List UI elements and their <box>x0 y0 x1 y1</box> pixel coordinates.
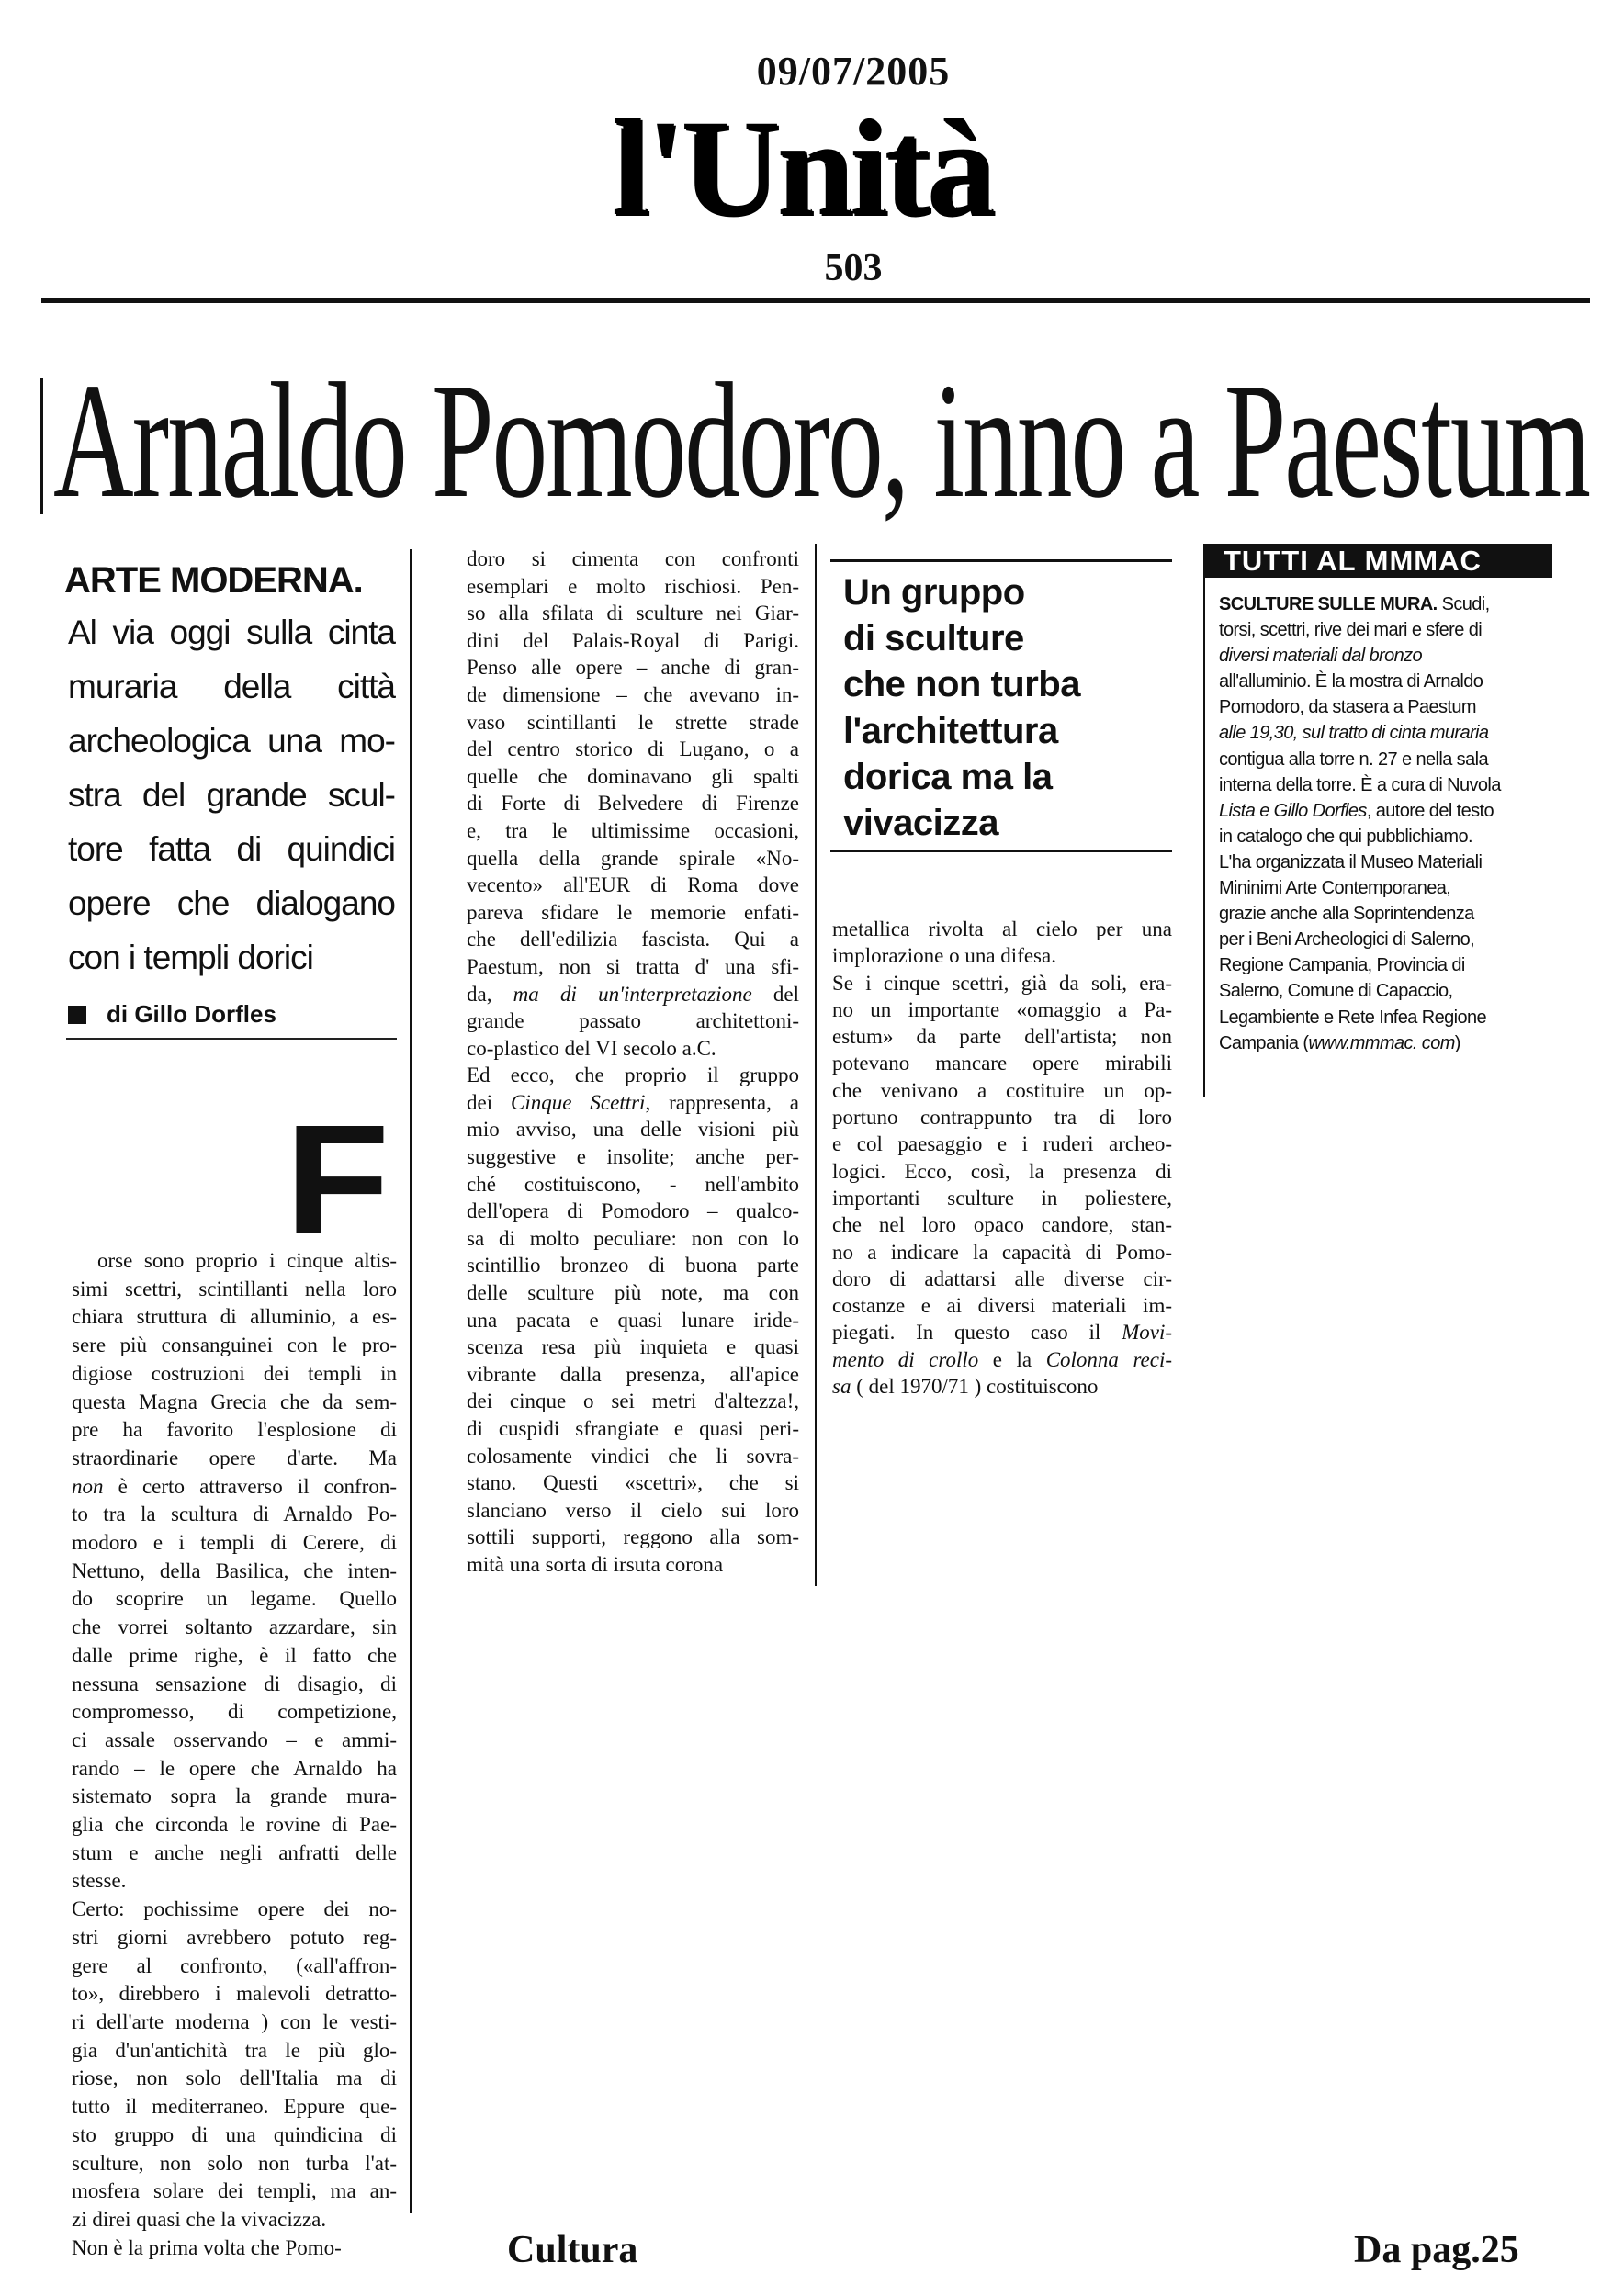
text-line: vaso scintillanti le strette strade <box>467 710 799 734</box>
text-line: riose, non solo dell'Italia ma di <box>72 2066 397 2090</box>
text-line: compromesso, di competizione, <box>72 1700 397 1724</box>
text-line: sa di molto peculiare: non con lo <box>467 1226 799 1250</box>
issue-date: 09/07/2005 <box>756 49 951 94</box>
text-line: quella della grande spirale «No- <box>467 846 799 870</box>
text-run: ( del 1970/71 ) costituiscono <box>851 1375 1099 1399</box>
text-line: vibrante dalla presenza, all'apice <box>467 1362 799 1386</box>
italic-run: mento di crollo <box>832 1347 979 1371</box>
text-line: muraria della città <box>68 668 395 705</box>
text-line: sottili supporti, reggono alla som- <box>467 1525 799 1549</box>
text-line: metallica rivolta al cielo per una <box>832 917 1172 940</box>
text-line: portuno contrappunto tra di loro <box>832 1106 1172 1130</box>
text-line: Non è la prima volta che Pomo- <box>72 2235 342 2259</box>
square-bullet-icon <box>68 1006 86 1024</box>
text-line: quelle che dominavano gli spalti <box>467 764 799 788</box>
text-line: Al via oggi sulla cinta <box>68 613 395 651</box>
text-line: Nettuno, della Basilica, che inten- <box>72 1559 397 1582</box>
text-run: e la <box>978 1347 1046 1371</box>
text-line: no un importante «omaggio a Pa- <box>832 997 1172 1021</box>
sidebar-title: TUTTI AL MMMAC <box>1203 544 1552 578</box>
text-line: dorica ma la <box>843 756 1053 797</box>
text-line: l'architettura <box>843 710 1058 751</box>
column-1-body <box>72 1247 397 2262</box>
pullquote-heading <box>843 569 1080 846</box>
text-line: mità una sorta di irsuta corona <box>467 1552 724 1576</box>
text-line: del centro storico di Lugano, o a <box>467 737 799 761</box>
text-run: Scudi, <box>1437 594 1490 614</box>
italic-run: diversi materiali dal bronzo <box>1219 646 1423 667</box>
text-line <box>832 1346 1172 1373</box>
byline-rule <box>66 1038 397 1040</box>
column-3-body <box>832 916 1172 1400</box>
headline-bar <box>40 378 43 514</box>
text-line: all'alluminio. È la mostra di Arnaldo <box>1219 671 1483 692</box>
text-line: in catalogo che qui pubblichiamo. <box>1219 826 1472 847</box>
text-run: ) <box>1454 1032 1460 1053</box>
deck <box>68 605 395 985</box>
text-line: chiara struttura di alluminio, a es- <box>72 1305 397 1329</box>
text-run: da, <box>467 982 513 1006</box>
byline <box>68 999 276 1029</box>
column-divider <box>815 544 817 1586</box>
text-line: Certo: pochissime opere dei no- <box>72 1897 397 1921</box>
text-line: ci assale osservando – e ammi- <box>72 1728 397 1751</box>
text-line: vivacizza <box>843 803 998 844</box>
text-line: logici. Ecco, così, la presenza di <box>832 1159 1172 1183</box>
text-line: con i templi dorici <box>68 939 313 976</box>
kicker: ARTE MODERNA. <box>64 560 363 601</box>
page-number: 503 <box>824 247 883 289</box>
text-line: dini del Palais-Royal di Parigi. <box>467 628 799 652</box>
text-line: mosfera solare dei templi, ma an- <box>72 2179 397 2203</box>
text-line: grande passato architettoni- <box>467 1009 799 1033</box>
text-line: Pomodoro, da stasera a Paestum <box>1219 697 1476 718</box>
text-line: di Forte di Belvedere di Firenze <box>467 792 799 816</box>
text-line: gia d'un'antichità tra le più glo- <box>72 2038 397 2062</box>
pullquote-bottom-rule <box>830 850 1172 852</box>
text-line: scenza resa più inquieta e quasi <box>467 1335 799 1359</box>
text-line: de dimensione – che avevano in- <box>467 682 799 706</box>
text-line: questa Magna Grecia che da sem- <box>72 1390 397 1413</box>
text-line: ché costituiscono, - nell'ambito <box>467 1172 799 1196</box>
text-line: colosamente vindici che li sovra- <box>467 1444 799 1468</box>
text-line: no a indicare la capacità di Pomo- <box>832 1240 1172 1264</box>
column-2-body <box>467 546 799 1579</box>
text-line: scintillio bronzeo di buona parte <box>467 1254 799 1277</box>
text-line: Regione Campania, Provincia di <box>1219 955 1465 976</box>
text-line: sculture, non solo non turba l'at- <box>72 2151 397 2175</box>
text-line: e, tra le ultimissime occasioni, <box>467 818 799 842</box>
italic-run: sa <box>832 1375 851 1399</box>
column-divider <box>410 549 412 2213</box>
italic-run: alle 19,30, sul tratto di cinta muraria <box>1219 723 1489 744</box>
sidebar-body <box>1219 591 1545 1056</box>
text-line: pareva sfidare le memorie enfati- <box>467 900 799 924</box>
text-line: di sculture <box>843 618 1024 659</box>
text-line: opere che dialogano <box>68 884 395 922</box>
text-line: rando – le opere che Arnaldo ha <box>72 1756 397 1780</box>
text-line: simi scettri, scintillanti nella loro <box>72 1277 397 1300</box>
text-line: so alla sfilata di sculture nei Giar- <box>467 602 799 625</box>
text-line: mio avviso, una delle visioni più <box>467 1118 799 1142</box>
text-line: stano. Questi «scettri», che si <box>467 1471 799 1495</box>
text-line: pre ha favorito l'esplosione di <box>72 1418 397 1442</box>
text-line: di cuspidi sfrangiate e quasi peri- <box>467 1417 799 1440</box>
text-run: è certo attraverso il confron- <box>103 1474 397 1498</box>
text-line: co-plastico del VI secolo a.C. <box>467 1036 716 1060</box>
text-line: interna della torre. È a cura di Nuvola <box>1219 774 1501 795</box>
italic-run: Lista e Gillo Dorfles <box>1219 800 1367 821</box>
text-line: dell'opera di Pomodoro – qualco- <box>467 1199 799 1223</box>
italic-run: ma di un'interpretazione <box>513 982 752 1006</box>
text-line: Se i cinque scettri, già da soli, era- <box>832 971 1172 995</box>
drop-cap: F <box>285 1093 390 1267</box>
text-line: delle sculture più note, ma con <box>467 1281 799 1305</box>
text-line: do scoprire un legame. Quello <box>72 1587 397 1611</box>
text-line: e col paesaggio e i ruderi archeo- <box>832 1132 1172 1156</box>
bold-run: SCULTURE SULLE MURA. <box>1219 594 1438 614</box>
pullquote-top-rule <box>830 559 1172 562</box>
text-run: , rappresenta, a <box>645 1090 799 1114</box>
text-line: Mininimi Arte Contemporanea, <box>1219 878 1451 899</box>
text-run: dei <box>467 1090 512 1114</box>
text-line: contigua alla torre n. 27 e nella sala <box>1219 748 1488 770</box>
text-line: grazie anche alla Soprintendenza <box>1219 904 1474 925</box>
text-line: doro di adattarsi alle diverse cir- <box>832 1266 1172 1290</box>
text-line <box>467 1089 799 1117</box>
text-line: doro si cimenta con confronti <box>467 547 799 570</box>
headline: Arnaldo Pomodoro, inno a Paestum <box>53 349 1589 532</box>
text-line: stesse. <box>72 1869 127 1893</box>
text-line: tutto il mediterraneo. Eppure que- <box>72 2095 397 2119</box>
text-line: stri giorni avrebbero potuto reg- <box>72 1925 397 1949</box>
masthead-rule <box>41 298 1590 303</box>
text-line: vecento» all'EUR di Roma dove <box>467 873 799 897</box>
text-line: Legambiente e Rete Infea Regione <box>1219 1007 1487 1028</box>
text-line: che dell'edilizia fascista. Qui a <box>467 928 799 951</box>
text-line: Salerno, Comune di Capaccio, <box>1219 981 1453 1002</box>
text-line <box>1219 798 1545 824</box>
text-line: esemplari e molto rischiosi. Pen- <box>467 574 799 598</box>
text-line: costanze e ai diversi materiali im- <box>832 1294 1172 1318</box>
text-line: tore fatta di quindici <box>68 830 395 868</box>
text-line: Ed ecco, che proprio il gruppo <box>467 1064 799 1087</box>
text-line: orse sono proprio i cinque altis- <box>97 1249 397 1272</box>
text-line: Penso alle opere – anche di gran- <box>467 656 799 680</box>
italic-run: Cinque Scettri <box>511 1090 646 1114</box>
text-line: sistemato sopra la grande mura- <box>72 1784 397 1808</box>
text-run: del <box>751 982 799 1006</box>
text-line <box>1219 591 1545 617</box>
text-line: che non turba <box>843 664 1080 705</box>
text-line: straordinarie opere d'arte. Ma <box>72 1446 397 1469</box>
text-line: Paestum, non si tratta d' una sfi- <box>467 954 799 978</box>
text-line: dalle prime righe, è il fatto che <box>72 1643 397 1667</box>
text-line: una pacata e quasi lunare iride- <box>467 1308 799 1332</box>
text-line: implorazione o una difesa. <box>832 944 1056 968</box>
italic-run: www.mmmac. com <box>1308 1032 1455 1053</box>
text-line: digiose costruzioni dei templi in <box>72 1361 397 1385</box>
text-line <box>467 981 799 1008</box>
text-run: , autore del testo <box>1366 800 1494 821</box>
text-line: modoro e i templi di Cerere, di <box>72 1531 397 1555</box>
text-line: Un gruppo <box>843 572 1025 613</box>
text-line <box>1219 720 1545 746</box>
text-line: gere al confronto, («all'affron- <box>72 1953 397 1977</box>
text-line <box>1219 1030 1545 1056</box>
italic-run: Movi- <box>1122 1321 1172 1345</box>
sidebar-border <box>1203 577 1205 1097</box>
text-run: Campania ( <box>1219 1032 1309 1053</box>
text-line: sere più consanguinei con le pro- <box>72 1334 397 1357</box>
section-label: Cultura <box>507 2229 638 2271</box>
text-line: slanciano verso il cielo sui loro <box>467 1498 799 1522</box>
text-line: per i Beni Archeologici di Salerno, <box>1219 929 1475 951</box>
text-line: nessuna sensazione di disagio, di <box>72 1671 397 1695</box>
text-line: dei cinque o sei metri d'altezza!, <box>467 1390 799 1413</box>
italic-run: Colonna reci- <box>1045 1347 1173 1371</box>
text-line: estum» da parte dell'artista; non <box>832 1025 1172 1049</box>
text-run: piegati. In questo caso il <box>832 1321 1122 1345</box>
text-line: torsi, scettri, rive dei mari e sfere di <box>1219 620 1483 641</box>
text-line <box>832 1373 1172 1400</box>
text-line: glia che circonda le rovine di Pae- <box>72 1813 397 1837</box>
text-line: che nel loro opaco candore, stan- <box>832 1213 1172 1237</box>
text-line: che vorrei soltanto azzardare, sin <box>72 1615 397 1639</box>
continued-from: Da pag.25 <box>1354 2229 1519 2271</box>
text-line: ri dell'arte moderna ) con le vesti- <box>72 2009 397 2033</box>
byline-text: di Gillo Dorfles <box>107 1000 276 1028</box>
text-line: to tra la scultura di Arnaldo Po- <box>72 1503 397 1526</box>
text-line: suggestive e insolite; anche per- <box>467 1145 799 1169</box>
text-line: to», direbbero i malevoli detratto- <box>72 1982 397 2006</box>
text-line <box>1219 643 1545 669</box>
text-line: potevano mancare opere mirabili <box>832 1052 1172 1075</box>
text-line: sto gruppo di una quindicina di <box>72 2122 397 2146</box>
text-line <box>72 1473 397 1502</box>
text-line <box>832 1319 1172 1345</box>
italic-run: non <box>72 1474 104 1498</box>
newspaper-logo: l'Unità <box>614 94 994 246</box>
text-line: importanti sculture in poliestere, <box>832 1186 1172 1210</box>
text-line: archeologica una mo- <box>68 722 395 760</box>
text-line: zi direi quasi che la vivacizza. <box>72 2207 327 2231</box>
text-line: stum e anche negli anfratti delle <box>72 1840 397 1864</box>
text-line: L'ha organizzata il Museo Materiali <box>1219 851 1483 872</box>
text-line: stra del grande scul- <box>68 776 395 814</box>
text-line: che venivano a costituire un op- <box>832 1078 1172 1102</box>
